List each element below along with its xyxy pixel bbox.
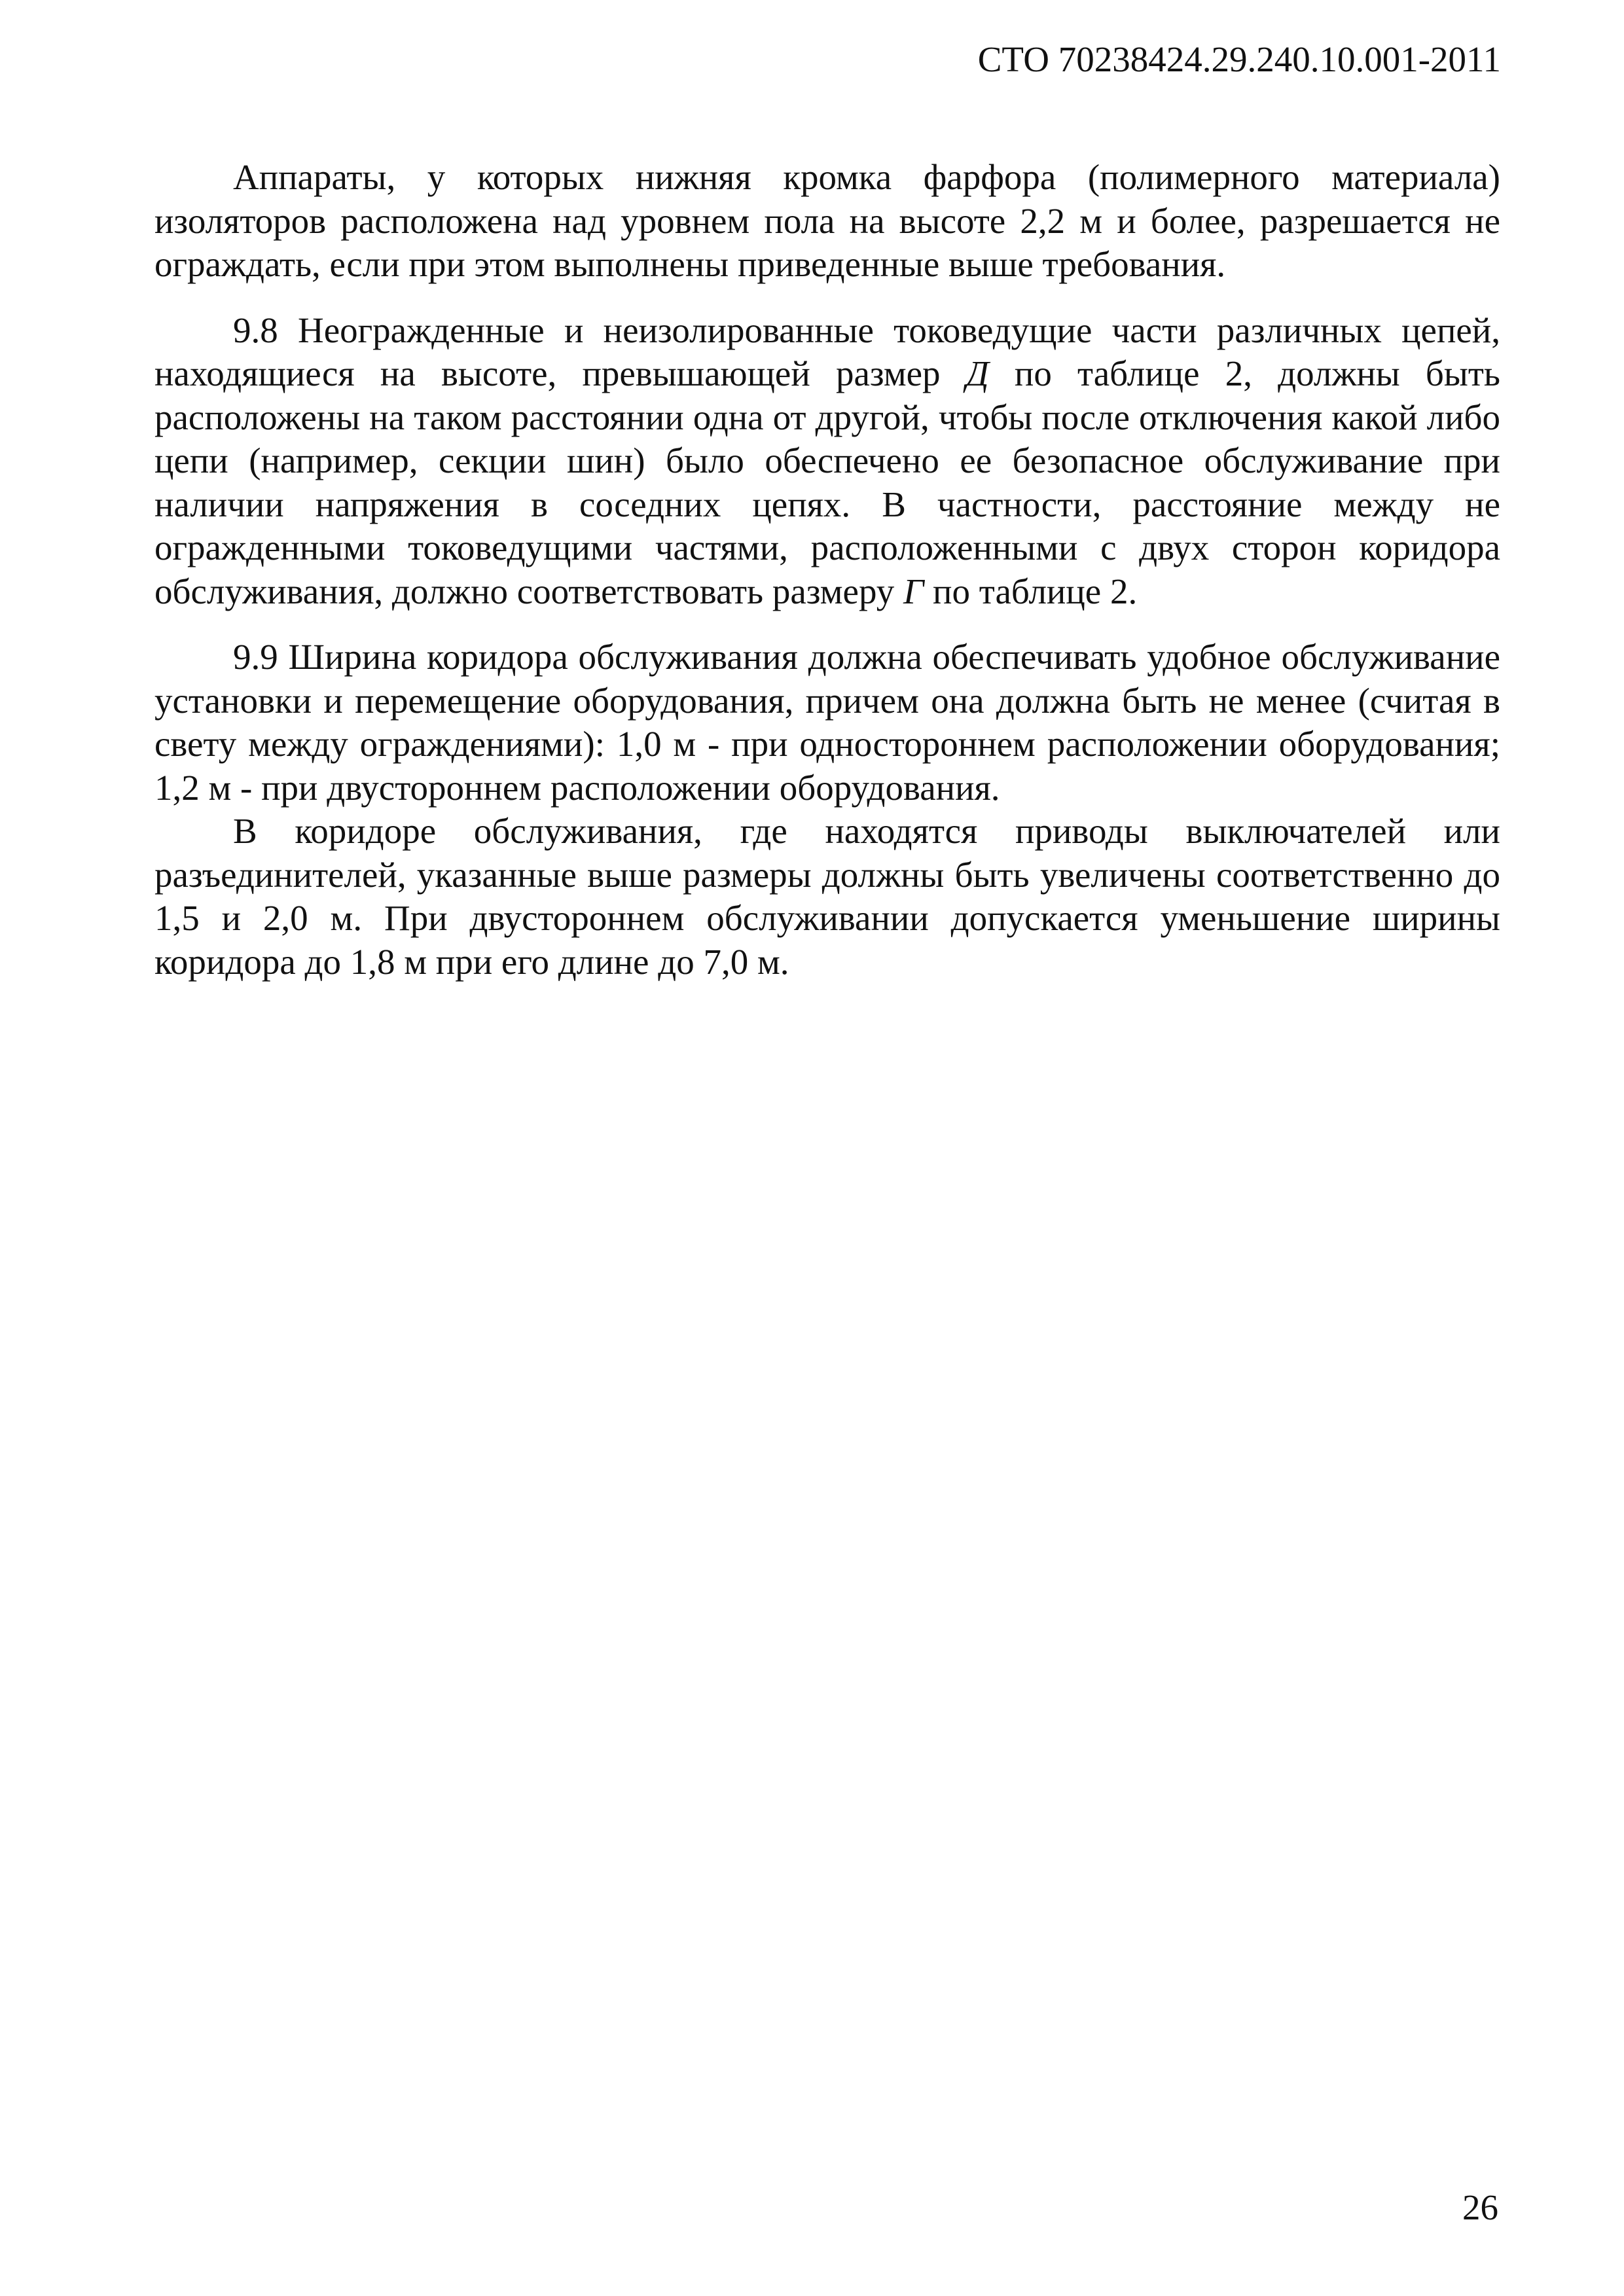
paragraph-9-8-text-a: 9.8 Неогражденные и неизолированные токоведущие части различных цепей, находящиеся на высоте, превышающей размер: [154, 310, 1500, 393]
paragraph-corridor-drives: В коридоре обслуживания, где находятся приводы выключателей или разъединителей, указанные выше размеры должны быть увеличены соответственно до 1,5 и 2,0 м. При двустороннем обслуживании допускается уменьшение ширины коридора до 1,8 м при его длине до 7,0 м.: [154, 811, 1500, 982]
paragraph-9-8-text-c: по таблице 2.: [924, 571, 1138, 611]
size-g-variable: Г: [903, 571, 924, 611]
document-code-header: СТО 70238424.29.240.10.001-2011: [977, 39, 1501, 79]
paragraph-9-8-text-b: по таблице 2, должны быть расположены на таком расстоянии одна от другой, чтобы после отключения какой либо цепи (например, секции шин) было обеспечено ее безопасное обслуживание при наличии напряжения в соседних цепях. В частности, расстояние между не огражденными токоведущими частями, расположенными с двух сторон коридора обслуживания, должно соответствовать размеру: [154, 353, 1500, 611]
size-d-variable: Д: [965, 353, 989, 393]
paragraph-apparatus-fencing: Аппараты, у которых нижняя кромка фарфора (полимерного материала) изоляторов расположена над уровнем пола на высоте 2,2 м и более, разрешается не ограждать, если при этом выполнены приведенные выше требования.: [154, 157, 1500, 284]
document-body: [154, 156, 1500, 984]
page-number: 26: [1462, 2187, 1498, 2227]
paragraph-9-9: 9.9 Ширина коридора обслуживания должна обеспечивать удобное обслуживание установки и перемещение оборудования, причем она должна быть не менее (считая в свету между ограждениями): 1,0 м - при одностороннем расположении оборудования; 1,2 м - при двустороннем расположении оборудования.: [154, 637, 1500, 808]
paragraph-9-8: [154, 309, 1500, 614]
